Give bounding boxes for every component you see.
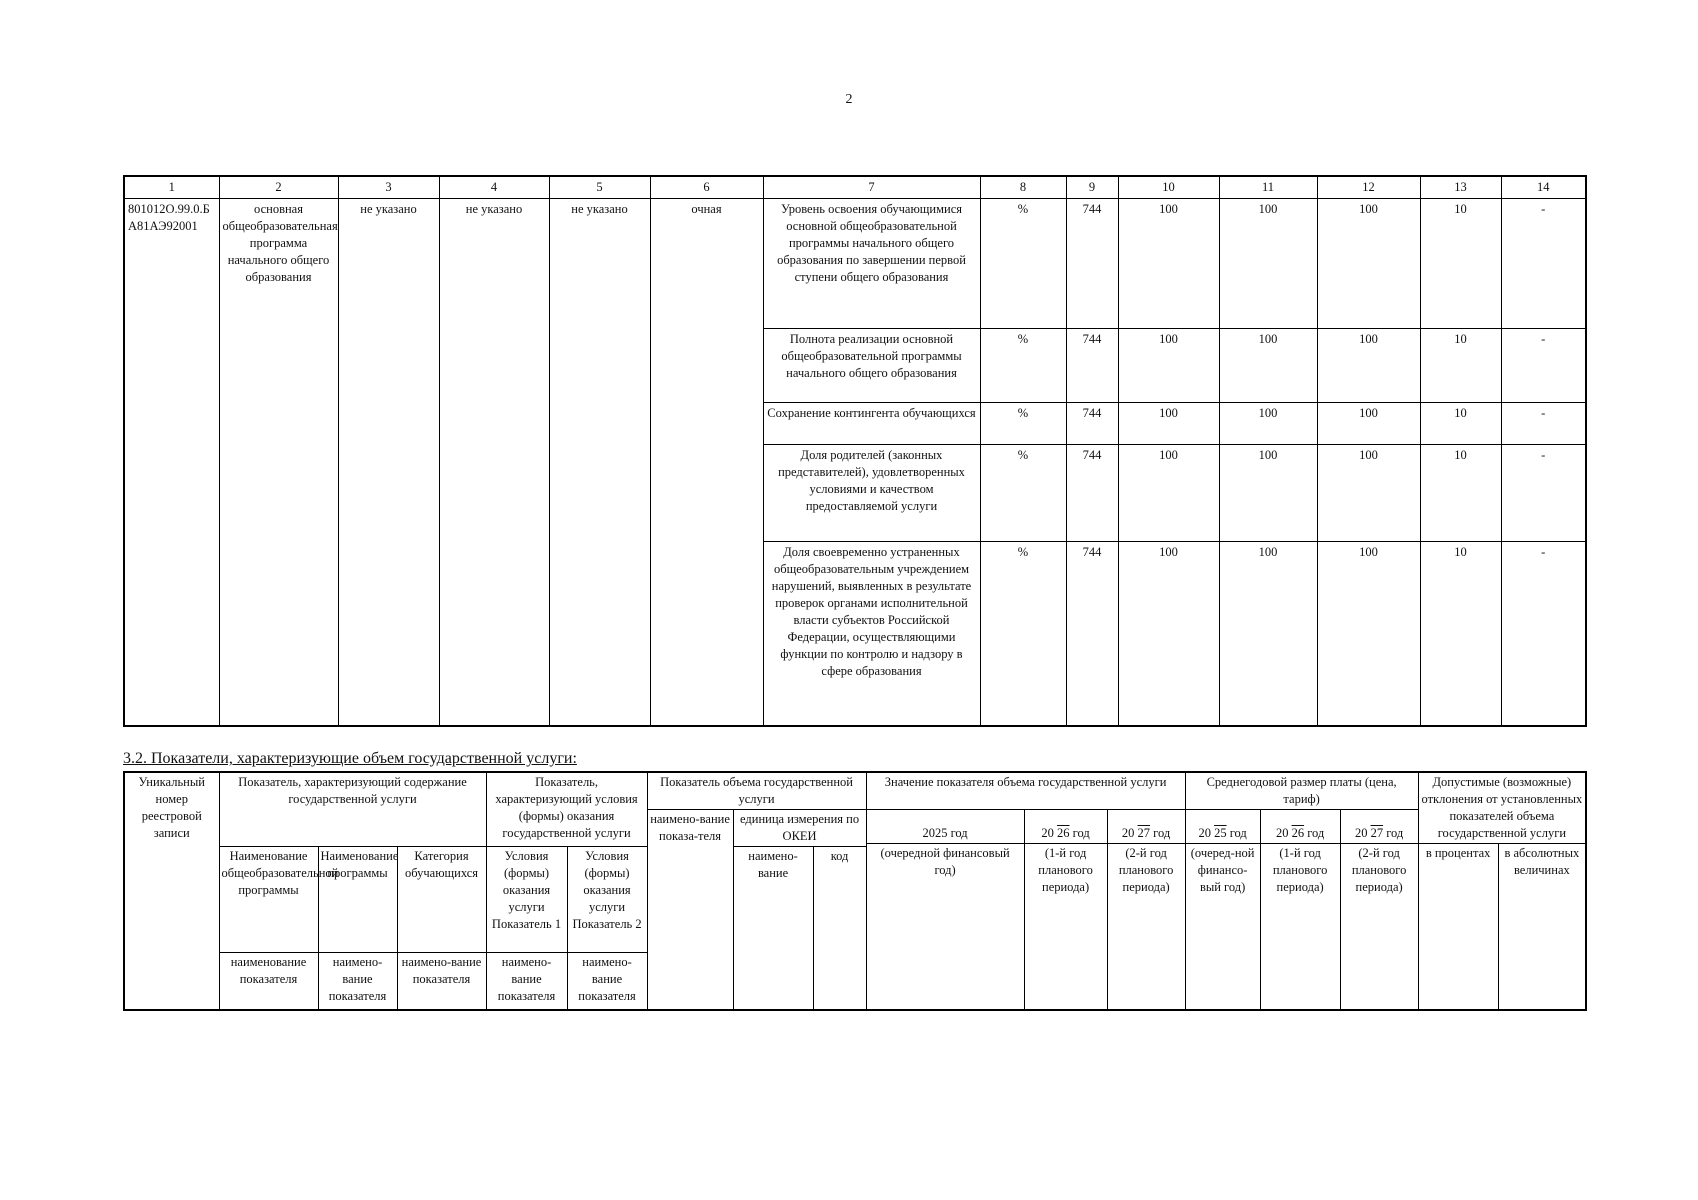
column-number: 11 — [1219, 176, 1317, 199]
indicator-name-label: наимено-вание показателя — [318, 953, 397, 1010]
indicator-name-label: наименование показателя — [219, 953, 318, 1010]
value-2027: 100 — [1317, 199, 1420, 329]
plan-year-2-label: (2-й год планового периода) — [1107, 844, 1185, 1010]
value-2025: 100 — [1118, 403, 1219, 445]
indicator-code: 744 — [1066, 445, 1118, 542]
content-indicator-header: Показатель, характеризующий содержание государственной услуги — [219, 772, 486, 847]
column-number: 7 — [763, 176, 980, 199]
fee-plan-year-2-label: (2-й год планового периода) — [1340, 844, 1418, 1010]
indicator-code: 744 — [1066, 199, 1118, 329]
value-2027: 100 — [1317, 445, 1420, 542]
indicator-name-label: наимено-вание показателя — [486, 953, 567, 1010]
okei-code-header: код — [813, 847, 866, 1010]
year-2026-header: 20 26 год — [1024, 810, 1107, 844]
program-type-header: Наименование общеобразовательной программы — [219, 847, 318, 953]
deviation-absolute: - — [1501, 403, 1586, 445]
conditions-indicator-header: Показатель, характеризующий условия (формы) оказания государственной услуги — [486, 772, 647, 847]
value-2026: 100 — [1219, 445, 1317, 542]
program-name-header: Наименование программы — [318, 847, 397, 953]
okei-unit-header: единица измерения по ОКЕИ — [733, 810, 866, 847]
okei-name-header: наимено-вание — [733, 847, 813, 1010]
indicator-unit: % — [980, 542, 1066, 726]
column-number: 12 — [1317, 176, 1420, 199]
condition-2-header: Условия (формы) оказания услуги Показатель 2 — [567, 847, 647, 953]
indicator-name-label: наимено-вание показателя — [567, 953, 647, 1010]
indicator-name-label: наимено-вание показателя — [397, 953, 486, 1010]
deviation-percent: 10 — [1420, 445, 1501, 542]
column-number: 10 — [1118, 176, 1219, 199]
volume-header-row-1 — [124, 772, 1586, 810]
condition-1-header: Условия (формы) оказания услуги Показатель 1 — [486, 847, 567, 953]
fee-next-year-label: (очеред-ной финансо-вый год) — [1185, 844, 1260, 1010]
deviation-absolute-header: в абсолютных величинах — [1498, 844, 1586, 1010]
value-2026: 100 — [1219, 542, 1317, 726]
value-2027: 100 — [1317, 329, 1420, 403]
deviation-absolute: - — [1501, 445, 1586, 542]
value-2026: 100 — [1219, 403, 1317, 445]
deviation-absolute: - — [1501, 199, 1586, 329]
column-number: 5 — [549, 176, 650, 199]
value-2027: 100 — [1317, 542, 1420, 726]
column-number: 1 — [124, 176, 219, 199]
service-form: очная — [650, 199, 763, 726]
column-number: 9 — [1066, 176, 1118, 199]
indicator-name: Сохранение контингента обучающихся — [763, 403, 980, 445]
indicator-code: 744 — [1066, 542, 1118, 726]
fee-plan-year-1-label: (1-й год планового периода) — [1260, 844, 1340, 1010]
deviation-absolute: - — [1501, 329, 1586, 403]
quality-indicators-table — [123, 175, 1587, 727]
deviation-percent: 10 — [1420, 329, 1501, 403]
section-3-2-title: 3.2. Показатели, характеризующие объем государственной услуги: — [123, 750, 577, 767]
student-category-header: Категория обучающихся — [397, 847, 486, 953]
column-number-row — [124, 176, 1586, 199]
deviation-percent: 10 — [1420, 542, 1501, 726]
indicator-unit: % — [980, 445, 1066, 542]
indicator-unit: % — [980, 199, 1066, 329]
value-2027: 100 — [1317, 403, 1420, 445]
column-number: 14 — [1501, 176, 1586, 199]
volume-indicators-table — [123, 771, 1587, 1011]
condition-indicator-5: не указано — [549, 199, 650, 726]
program-name: основная общеобразовательная программа начального общего образования — [219, 199, 338, 726]
value-2026: 100 — [1219, 199, 1317, 329]
column-number: 4 — [439, 176, 549, 199]
fee-year-2025-header: 20 25 год — [1185, 810, 1260, 844]
year-2027-header: 20 27 год — [1107, 810, 1185, 844]
value-2025: 100 — [1118, 329, 1219, 403]
deviation-percent: 10 — [1420, 199, 1501, 329]
deviation-percent: 10 — [1420, 403, 1501, 445]
average-fee-header: Среднегодовой размер платы (цена, тариф) — [1185, 772, 1418, 810]
value-2025: 100 — [1118, 445, 1219, 542]
volume-indicator-name-header: наимено-вание показа-теля — [647, 810, 733, 1010]
indicator-name: Полнота реализации основной общеобразовательной программы начального общего образования — [763, 329, 980, 403]
indicator-row — [124, 199, 1586, 329]
next-financial-year-label: (очередной финансовый год) — [866, 844, 1024, 1010]
indicator-unit: % — [980, 403, 1066, 445]
column-number: 8 — [980, 176, 1066, 199]
indicator-code: 744 — [1066, 329, 1118, 403]
content-indicator-3: не указано — [338, 199, 439, 726]
registry-number: 801012О.99.0.БА81АЭ92001 — [124, 199, 219, 726]
volume-value-header: Значение показателя объема государственной услуги — [866, 772, 1185, 810]
column-number: 6 — [650, 176, 763, 199]
indicator-code: 744 — [1066, 403, 1118, 445]
column-number: 2 — [219, 176, 338, 199]
year-2025-header: 2025 год — [866, 810, 1024, 844]
column-number: 13 — [1420, 176, 1501, 199]
deviation-header: Допустимые (возможные) отклонения от установленных показателей объема государственной услуги — [1418, 772, 1586, 844]
deviation-percent-header: в процентах — [1418, 844, 1498, 1010]
deviation-absolute: - — [1501, 542, 1586, 726]
page-number: 2 — [845, 92, 853, 107]
indicator-name: Уровень освоения обучающимися основной общеобразовательной программы начального общего образования по завершении первой ступени общего образования — [763, 199, 980, 329]
content-indicator-4: не указано — [439, 199, 549, 726]
indicator-unit: % — [980, 329, 1066, 403]
indicator-name: Доля родителей (законных представителей), удовлетворенных условиями и качеством предоставляемой услуги — [763, 445, 980, 542]
volume-indicator-header: Показатель объема государственной услуги — [647, 772, 866, 810]
indicator-name: Доля своевременно устраненных общеобразовательным учреждением нарушений, выявленных в результате проверок органами исполнительной власти субъектов Российской Федерации, осуществляющими функции по контролю и надзору в сфере образования — [763, 542, 980, 726]
column-number: 3 — [338, 176, 439, 199]
registry-number-header: Уникальный номер реестровой записи — [124, 772, 219, 1010]
value-2025: 100 — [1118, 542, 1219, 726]
value-2025: 100 — [1118, 199, 1219, 329]
fee-year-2026-header: 20 26 год — [1260, 810, 1340, 844]
fee-year-2027-header: 20 27 год — [1340, 810, 1418, 844]
value-2026: 100 — [1219, 329, 1317, 403]
plan-year-1-label: (1-й год планового периода) — [1024, 844, 1107, 1010]
